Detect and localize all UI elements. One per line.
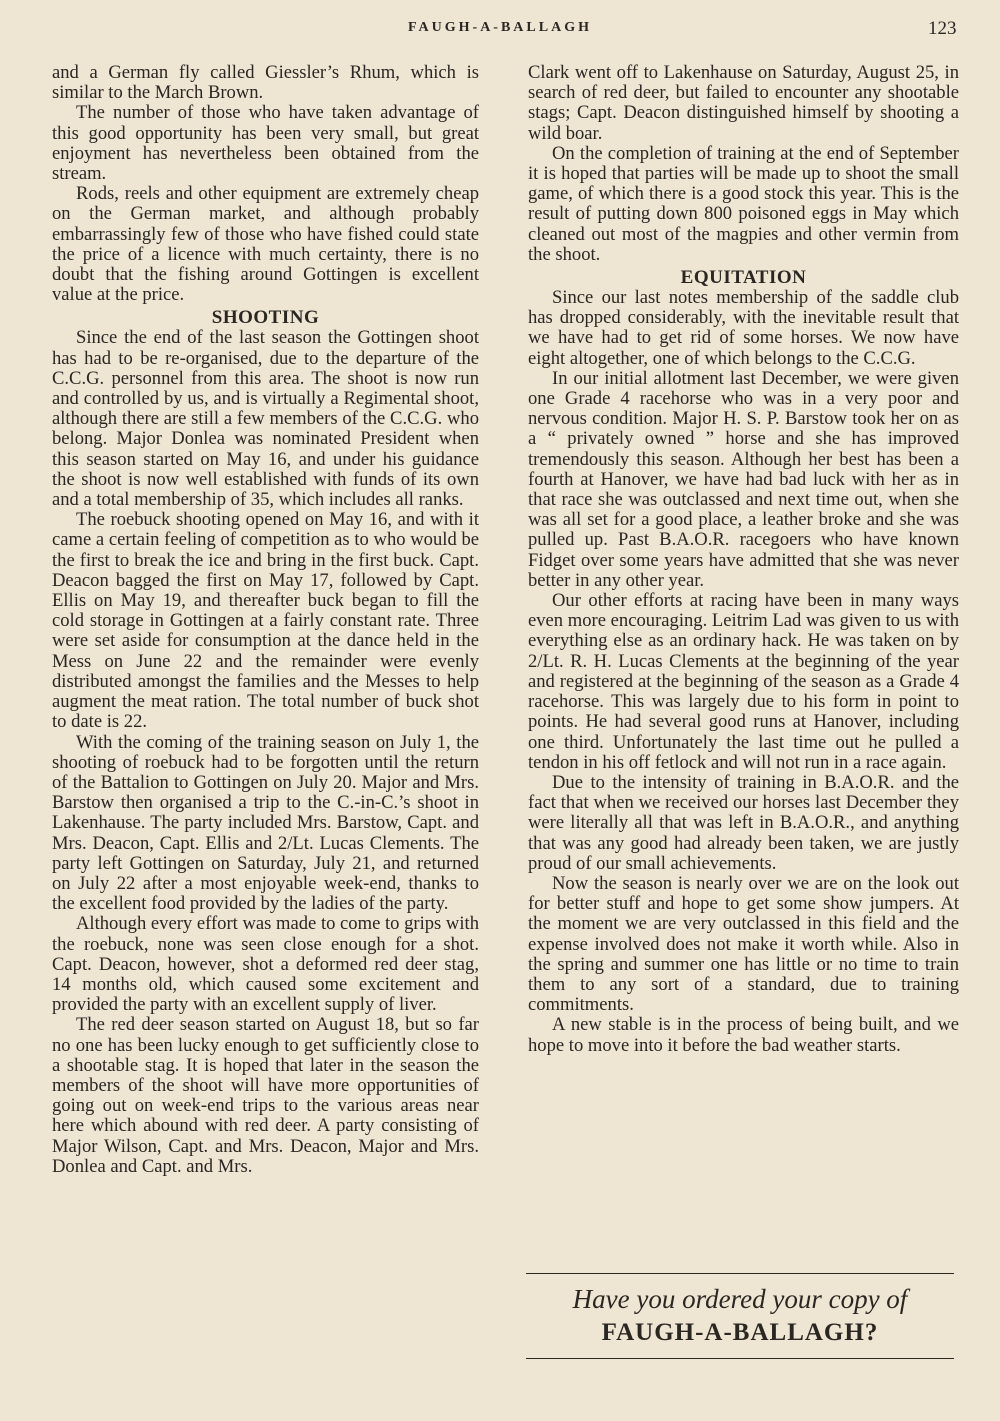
paragraph: A new stable is in the process of being built, and we hope to move into it before the bad weather starts. — [528, 1014, 959, 1056]
section-heading: EQUITATION — [680, 267, 807, 289]
paragraph: On the completion of training at the end of September it is hoped that parties will be made up to shoot the small game, of which there is a good stock this year. This is the result of putting down 800 poisoned eggs in May which cleaned out most of the magpies and other vermin from the shoot. — [528, 142, 959, 265]
advert-question: Have you ordered your copy of — [572, 1284, 908, 1314]
paragraph: The red deer season started on August 18, but so far no one has been lucky enough to get sufficiently close to a shootable stag. It is hoped that later in the season the members of the shoot will have more opportunities of going out on week-end trips to the various areas near here which abound with red deer. A party consisting of Major Wilson, Capt. and Mrs. Deacon, Major and Mrs. Donlea and Capt. and Mrs. — [52, 1014, 479, 1177]
advert-bottom-rule — [526, 1358, 954, 1359]
advert-top-rule — [526, 1273, 954, 1274]
left-column — [52, 63, 479, 1177]
paragraph: Since the end of the last season the Gottingen shoot has had to be re-organised, due to the departure of the C.C.G. personnel from this area. The shoot is now run and controlled by us, and is virtually a Regimental shoot, although there are still a few members of the C.C.G. who belong. Major Donlea was nominated President when this season started on May 16, and under his guidance the shoot is now well established with funds of its own and a total membership of 35, which includes all ranks. — [52, 327, 479, 511]
paragraph: Since our last notes membership of the saddle club has dropped considerably, with the inevitable result that we have had to get rid of some horses. We now have eight altogether, one of which belongs to the C.C.G. — [528, 287, 959, 369]
paragraph: In our initial allotment last December, we were given one Grade 4 racehorse who was in a very poor and nervous condition. Major H. S. P. Barstow took her on as a “ privately owned ” horse and she has improved tremendously this season. Although her best has been a fourth at Hanover, we have had bad luck with her as in that race she was outclassed and next time out, when she was all set for a good place, a leather broke and she was pulled up. Past B.A.O.R. racegoers who have known Fidget over some years have admitted that she was never better in any other year. — [528, 367, 959, 591]
paragraph: Clark went off to Lakenhause on Saturday, August 25, in search of red deer, but failed to encounter any shootable stags; Capt. Deacon distinguished himself by shooting a wild boar. — [528, 62, 959, 144]
paragraph: Now the season is nearly over we are on the look out for better stuff and hope to get some show jumpers. At the moment we are very outclassed in this field and the expense involved does not make it worth while. Also in the spring and summer one has little or no time to train them to any sort of a standard, due to training commitments. — [528, 872, 959, 1016]
paragraph: Although every effort was made to come to grips with the roebuck, none was seen close enough for a shot. Capt. Deacon, however, shot a deformed red deer stag, 14 months old, which caused some excitement and provided the party with an excellent supply of liver. — [52, 913, 479, 1016]
section-heading: SHOOTING — [211, 307, 320, 329]
paragraph: Our other efforts at racing have been in many ways even more encouraging. Leitrim Lad was given to us with everything else as an ordinary hack. He was taken on by 2/Lt. R. H. Lucas Clements at the beginning of the year and registered at the beginning of the season as a Grade 4 racehorse. This was largely due to his form in point to points. He had several good runs at Hanover, including one third. Unfortunately the last time out he pulled a tendon in his off fetlock and will not run in a race again. — [528, 590, 959, 773]
running-title: FAUGH-A-BALLAGH — [408, 20, 592, 35]
paragraph: Due to the intensity of training in B.A.O.R. and the fact that when we received our horses last December they were literally all that was left in B.A.O.R., and anything that was any good had already been taken, we are justly proud of our small achievements. — [528, 771, 959, 874]
page-number: 123 — [928, 18, 957, 39]
paragraph: The number of those who have taken advantage of this good opportunity has been very small, but great enjoyment has nevertheless been obtained from the stream. — [52, 102, 479, 185]
paragraph: With the coming of the training season on July 1, the shooting of roebuck had to be forgotten until the return of the Battalion to Gottingen on July 20. Major and Mrs. Barstow then organised a trip to the C.-in-C.’s shoot in Lakenhause. The party included Mrs. Barstow, Capt. and Mrs. Deacon, Capt. Ellis and 2/Lt. Lucas Clements. The party left Gottingen on Saturday, July 21, and returned on July 22 after a most enjoyable week-end, thanks to the excellent food provided by the ladies of the party. — [52, 731, 479, 915]
paragraph: The roebuck shooting opened on May 16, and with it came a certain feeling of competition as to who would be the first to break the ice and bring in the first buck. Capt. Deacon bagged the first on May 17, followed by Capt. Ellis on May 19, and thereafter buck began to fill the cold storage in Gottingen at a fairly constant rate. Three were set aside for consumption at the dance held in the Mess on June 22 and the remainder were evenly distributed amongst the families and the Messes to help augment the meat ration. The total number of buck shot to date is 22. — [52, 509, 479, 733]
paragraph: and a German fly called Giessler’s Rhum, which is similar to the March Brown. — [52, 62, 479, 104]
paragraph: Rods, reels and other equipment are extremely cheap on the German market, and although probably embarrassingly few of those who have fished could state the price of a licence with much certainty, there is no doubt that the fishing around Gottingen is excellent value at the price. — [52, 183, 479, 306]
advert-magazine-title: FAUGH-A-BALLAGH? — [601, 1319, 879, 1346]
right-column — [528, 63, 959, 1056]
